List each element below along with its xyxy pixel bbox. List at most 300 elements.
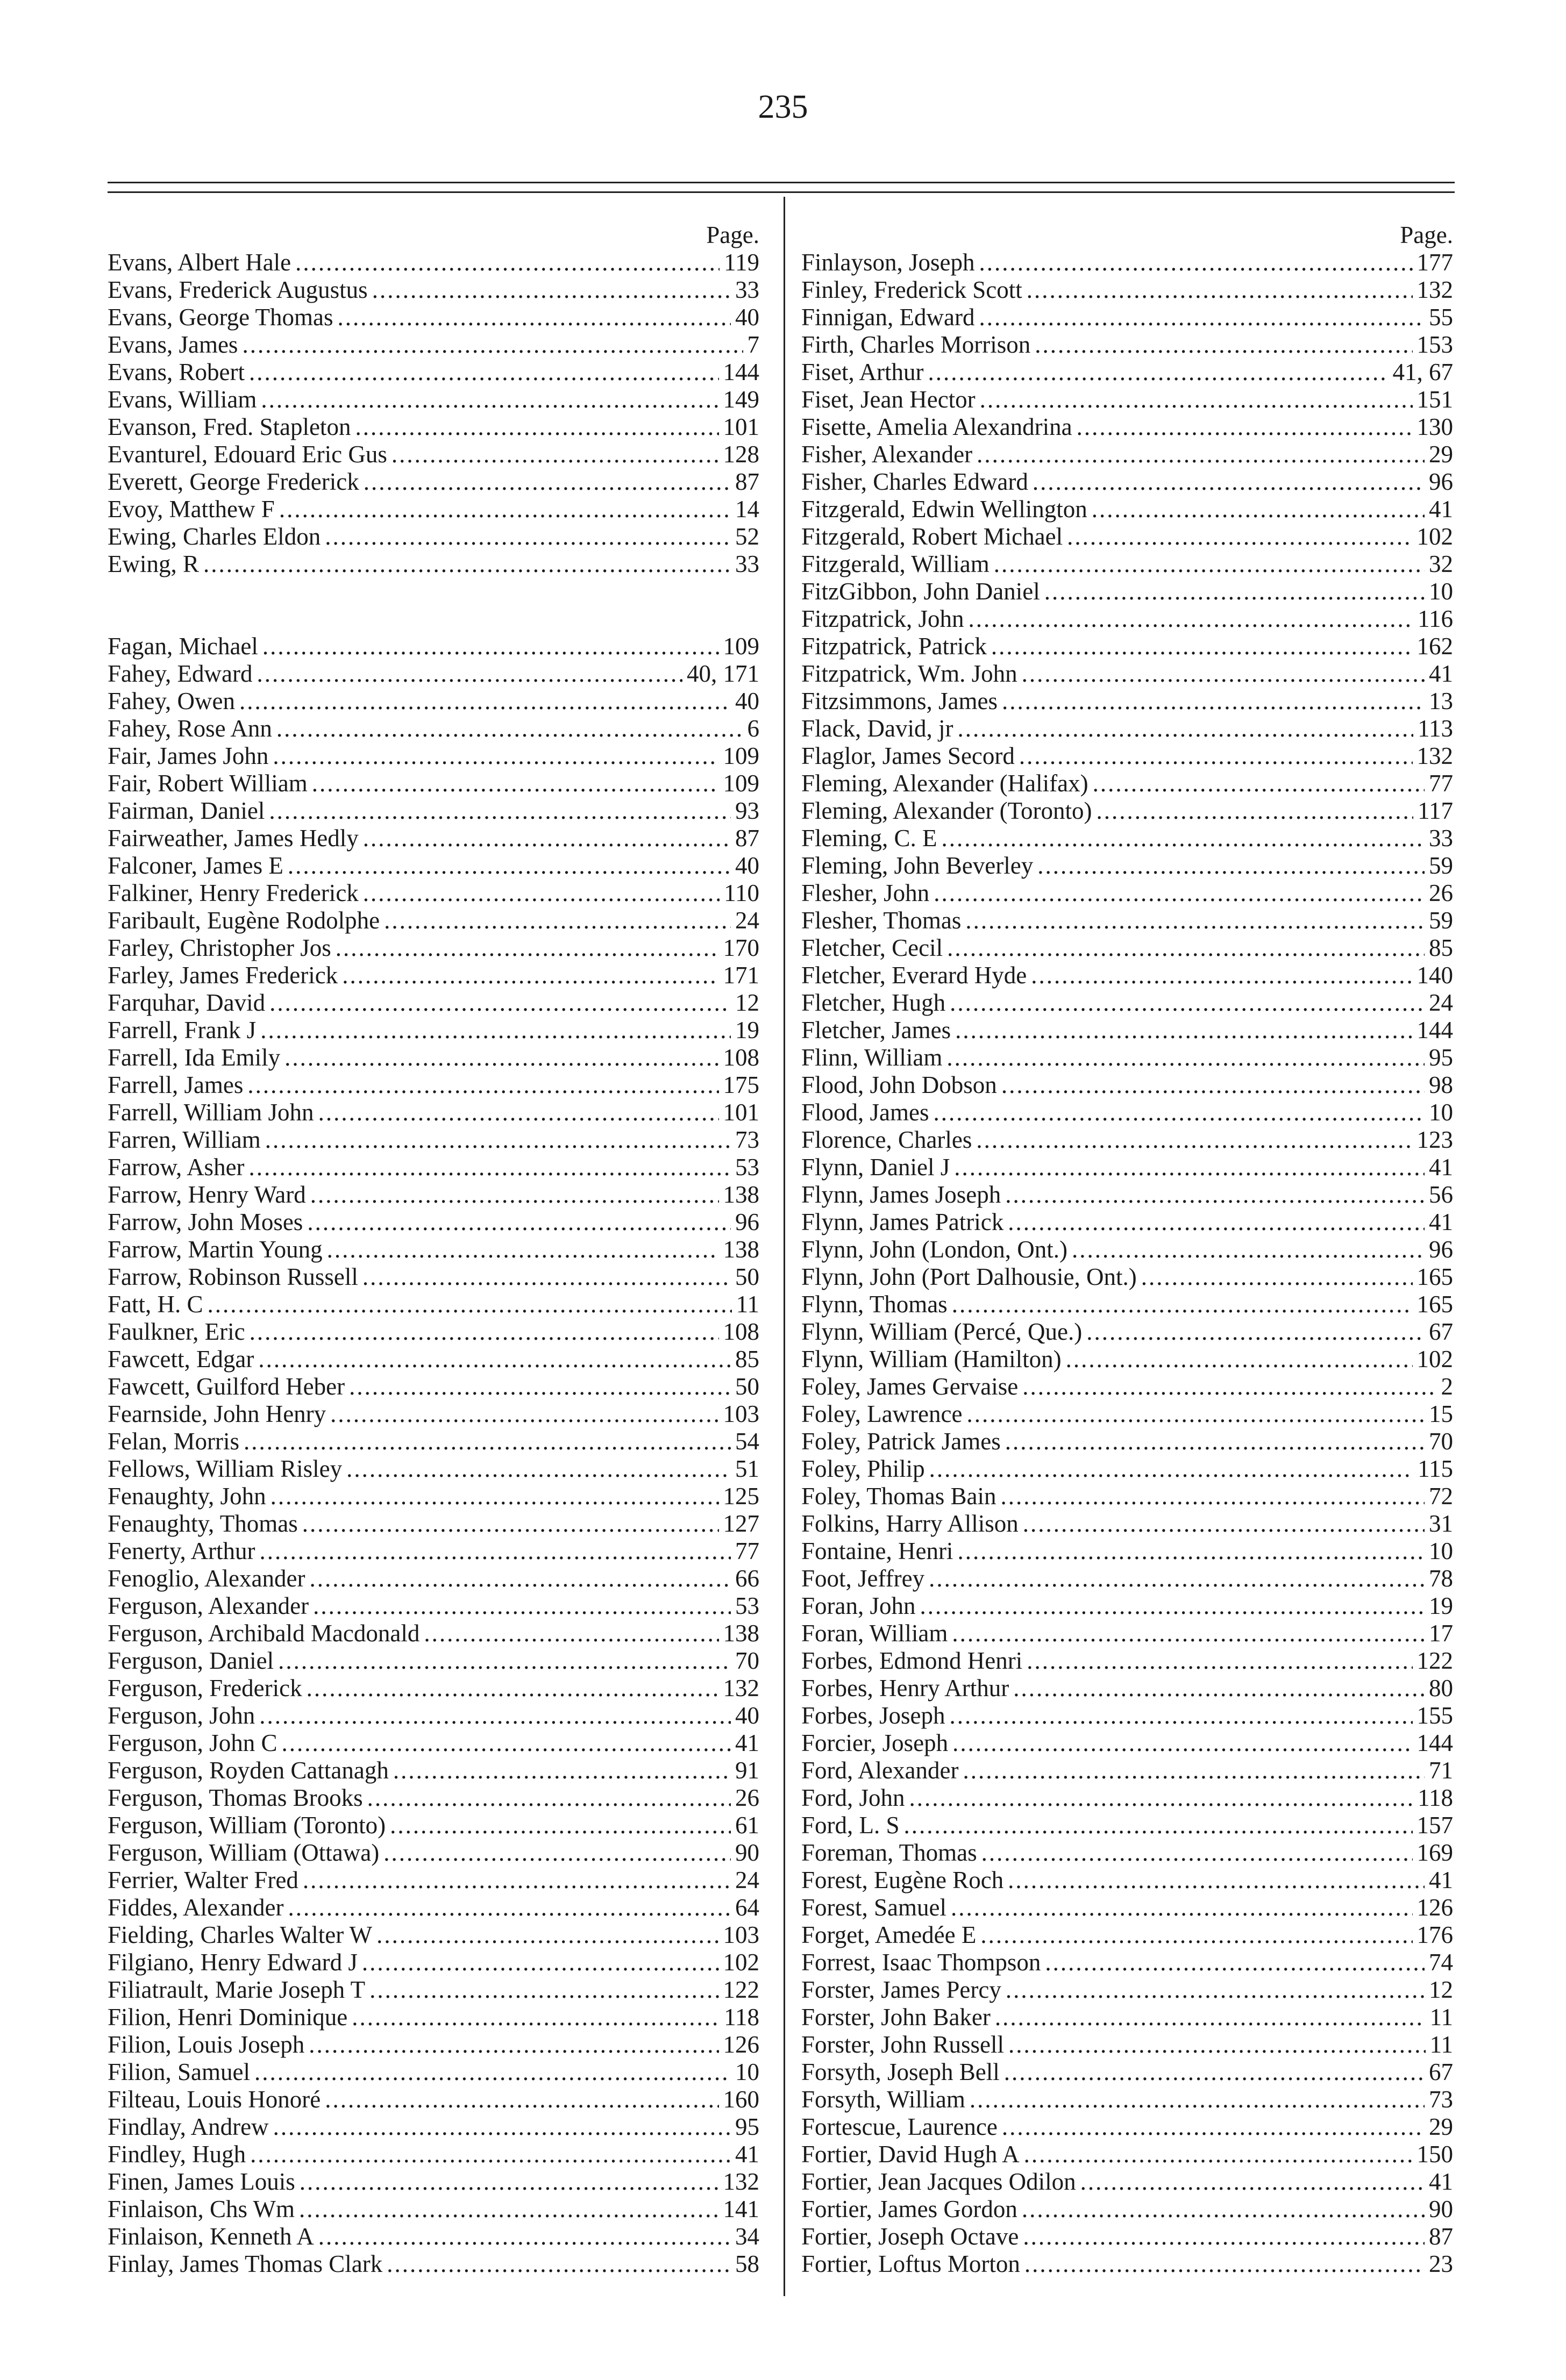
index-entry <box>801 1839 1453 1867</box>
entry-page: 122 <box>723 1976 759 2003</box>
entry-name: Fahey, Edward <box>108 660 253 687</box>
entry-name: Forbes, Joseph <box>801 1702 945 1729</box>
index-entry <box>108 386 759 413</box>
entry-page: 59 <box>1429 852 1453 879</box>
dot-leader <box>284 1044 718 1071</box>
entry-page: 34 <box>735 2223 759 2250</box>
index-entry <box>108 1044 759 1071</box>
index-entry <box>801 249 1453 276</box>
entry-name: Forest, Samuel <box>801 1894 946 1921</box>
entry-name: Fisher, Alexander <box>801 441 973 468</box>
entry-page: 15 <box>1429 1400 1453 1427</box>
entry-page: 24 <box>1429 989 1453 1016</box>
dot-leader <box>325 2086 718 2113</box>
entry-name: Fortier, Jean Jacques Odilon <box>801 2168 1076 2195</box>
index-entry <box>108 468 759 496</box>
index-entry <box>801 2168 1453 2196</box>
entry-page: 122 <box>1416 1647 1453 1674</box>
entry-name: Flynn, William (Percé, Que.) <box>801 1318 1083 1345</box>
entry-name: Flood, James <box>801 1099 929 1126</box>
index-entry <box>801 797 1453 825</box>
entry-name: Finen, James Louis <box>108 2168 295 2195</box>
dot-leader <box>977 441 1425 468</box>
index-entry <box>801 1428 1453 1455</box>
index-entry <box>801 962 1453 989</box>
entry-name: Evans, Albert Hale <box>108 249 291 276</box>
entry-name: Filion, Samuel <box>108 2059 251 2085</box>
entry-name: Foot, Jeffrey <box>801 1565 925 1592</box>
dot-leader <box>302 1510 719 1538</box>
entry-name: Fitzgerald, Robert Michael <box>801 523 1063 550</box>
entry-page: 127 <box>723 1510 759 1537</box>
index-entry <box>801 1510 1453 1538</box>
entry-page: 19 <box>1429 1592 1453 1619</box>
dot-leader <box>1024 2250 1425 2278</box>
entry-page: 41 <box>1429 1154 1453 1181</box>
entry-page: 56 <box>1429 1181 1453 1208</box>
entry-name: Farrell, William John <box>108 1099 314 1126</box>
dot-leader <box>1035 331 1412 359</box>
index-entry <box>108 413 759 441</box>
entry-name: Fitzgerald, William <box>801 551 990 577</box>
dot-leader <box>393 1757 731 1784</box>
dot-leader <box>247 1071 718 1099</box>
dot-leader <box>1027 276 1413 304</box>
entry-page: 108 <box>723 1318 759 1345</box>
index-entry <box>801 2086 1453 2113</box>
index-entry <box>108 2250 759 2278</box>
index-entry <box>801 1620 1453 1647</box>
entry-page: 132 <box>723 2168 759 2195</box>
entry-name: Fenerty, Arthur <box>108 1538 255 1564</box>
index-entry <box>108 1017 759 1044</box>
entry-page: 61 <box>735 1812 759 1839</box>
dot-leader <box>979 304 1425 331</box>
dot-leader <box>909 1784 1414 1812</box>
index-entry <box>108 2031 759 2059</box>
entry-name: FitzGibbon, John Daniel <box>801 578 1040 605</box>
entry-page: 32 <box>1429 551 1453 577</box>
dot-leader <box>309 1565 731 1592</box>
entry-name: Firth, Charles Morrison <box>801 331 1031 358</box>
index-entry <box>108 1894 759 1921</box>
dot-leader <box>249 359 719 386</box>
entry-name: Farrow, Martin Young <box>108 1236 323 1263</box>
index-entry <box>801 1647 1453 1675</box>
dot-leader <box>424 1620 718 1647</box>
index-entry <box>108 1867 759 1894</box>
index-entry <box>108 2223 759 2250</box>
entry-name: Foran, John <box>801 1592 916 1619</box>
entry-page: 95 <box>735 2113 759 2140</box>
dot-leader <box>955 1017 1412 1044</box>
entry-page: 96 <box>1429 468 1453 495</box>
index-entry <box>801 1921 1453 1949</box>
dot-leader <box>384 907 731 934</box>
entry-page: 155 <box>1416 1702 1453 1729</box>
entry-page: 118 <box>1418 1784 1453 1811</box>
entry-name: Ford, Alexander <box>801 1757 959 1784</box>
index-entry <box>801 1729 1453 1757</box>
index-entry <box>801 880 1453 907</box>
index-entry <box>108 1592 759 1620</box>
dot-leader <box>920 1592 1425 1620</box>
dot-leader <box>203 551 731 578</box>
dot-leader <box>1022 660 1425 688</box>
index-entry <box>108 331 759 359</box>
dot-leader <box>980 1921 1412 1949</box>
entry-name: Evans, James <box>108 331 238 358</box>
entry-name: Fearnside, John Henry <box>108 1400 326 1427</box>
entry-page: 149 <box>723 386 759 413</box>
dot-leader <box>1004 2059 1425 2086</box>
entry-page: 70 <box>1429 1428 1453 1455</box>
entry-page: 170 <box>723 934 759 961</box>
index-entry <box>801 989 1453 1017</box>
entry-name: Forster, James Percy <box>801 1976 1001 2003</box>
entry-page: 126 <box>723 2031 759 2058</box>
dot-leader <box>249 1154 731 1181</box>
entry-page: 102 <box>1416 523 1453 550</box>
dot-leader <box>276 715 743 742</box>
entry-name: Fiddes, Alexander <box>108 1894 284 1921</box>
entry-page: 118 <box>724 2004 759 2031</box>
index-entry <box>108 989 759 1017</box>
entry-name: Farrow, Asher <box>108 1154 245 1181</box>
entry-page: 117 <box>1418 797 1453 824</box>
entry-name: Fortier, David Hugh A <box>801 2141 1020 2168</box>
dot-leader <box>1080 2168 1425 2196</box>
dot-leader <box>942 825 1425 852</box>
entry-page: 67 <box>1429 2059 1453 2085</box>
entry-page: 85 <box>1429 934 1453 961</box>
entry-name: Foley, Lawrence <box>801 1400 963 1427</box>
dot-leader <box>265 1126 731 1154</box>
entry-page: 41 <box>1429 2168 1453 2195</box>
entry-name: Forster, John Baker <box>801 2004 991 2031</box>
dot-leader <box>980 386 1413 413</box>
entry-name: Fawcett, Edgar <box>108 1346 254 1373</box>
entry-page: 140 <box>1416 962 1453 989</box>
index-entry <box>801 742 1453 770</box>
entry-name: Farrell, Frank J <box>108 1017 257 1044</box>
index-entry <box>108 1839 759 1867</box>
dot-leader <box>261 386 718 413</box>
entry-name: Flinn, William <box>801 1044 943 1071</box>
entry-name: Filiatrault, Marie Joseph T <box>108 1976 366 2003</box>
dot-leader <box>383 1839 731 1867</box>
entry-page: 10 <box>1429 1099 1453 1126</box>
entry-page: 165 <box>1416 1263 1453 1290</box>
index-entry <box>108 742 759 770</box>
entry-page: 13 <box>1429 688 1453 714</box>
entry-page: 125 <box>723 1483 759 1510</box>
dot-leader <box>929 1455 1414 1483</box>
entry-name: Faulkner, Eric <box>108 1318 245 1345</box>
dot-leader <box>981 1839 1413 1867</box>
dot-leader <box>288 1894 731 1921</box>
entry-name: Fagan, Michael <box>108 633 258 660</box>
index-entry <box>801 1236 1453 1263</box>
index-entry <box>108 2086 759 2113</box>
entry-name: Ferguson, Royden Cattanagh <box>108 1757 389 1784</box>
entry-name: Flynn, James Patrick <box>801 1209 1004 1235</box>
entry-page: 102 <box>723 1949 759 1976</box>
index-entry <box>108 1428 759 1455</box>
dot-leader <box>318 2223 731 2250</box>
entry-name: Forget, Amedée E <box>801 1921 977 1948</box>
entry-page: 93 <box>735 797 759 824</box>
entry-page: 128 <box>723 441 759 468</box>
dot-leader <box>281 1729 731 1757</box>
index-entry <box>801 304 1453 331</box>
entry-page: 144 <box>723 359 759 385</box>
entry-name: Farrow, Robinson Russell <box>108 1263 358 1290</box>
column-divider <box>784 197 785 2296</box>
dot-leader <box>934 1099 1425 1126</box>
dot-leader <box>376 1921 718 1949</box>
dot-leader <box>208 1291 732 1318</box>
entry-name: Fairman, Daniel <box>108 797 265 824</box>
entry-page: 90 <box>1429 2196 1453 2222</box>
entry-page: 110 <box>724 880 759 906</box>
entry-page: 123 <box>1416 1126 1453 1153</box>
entry-page: 59 <box>1429 907 1453 934</box>
dot-leader <box>1023 2223 1425 2250</box>
entry-name: Fleming, John Beverley <box>801 852 1034 879</box>
entry-name: Flynn, John (Port Dalhousie, Ont.) <box>801 1263 1137 1290</box>
entry-name: Everett, George Frederick <box>108 468 359 495</box>
index-entry <box>801 1373 1453 1400</box>
dot-leader <box>269 989 731 1017</box>
index-entry <box>108 1291 759 1318</box>
entry-name: Evanturel, Edouard Eric Gus <box>108 441 387 468</box>
entry-page: 165 <box>1416 1291 1453 1318</box>
entry-name: Fellows, William Risley <box>108 1455 343 1482</box>
index-entry <box>108 1181 759 1209</box>
entry-page: 64 <box>735 1894 759 1921</box>
index-entry <box>801 907 1453 934</box>
entry-page: 175 <box>723 1071 759 1098</box>
dot-leader <box>330 1400 718 1428</box>
index-entry <box>108 276 759 304</box>
index-entry <box>108 1236 759 1263</box>
dot-leader <box>950 1702 1413 1729</box>
entry-name: Fitzpatrick, Wm. John <box>801 660 1017 687</box>
dot-leader <box>279 496 731 523</box>
entry-name: Foley, Philip <box>801 1455 925 1482</box>
entry-page: 102 <box>1416 1346 1453 1373</box>
index-entry <box>801 1209 1453 1236</box>
entry-name: Farrow, John Moses <box>108 1209 303 1235</box>
dot-leader <box>1005 1428 1425 1455</box>
dot-leader <box>369 1976 718 2004</box>
entry-page: 41, 67 <box>1392 359 1453 385</box>
entry-name: Fenoglio, Alexander <box>108 1565 305 1592</box>
entry-page: 91 <box>735 1757 759 1784</box>
entry-name: Flack, David, jr <box>801 715 953 742</box>
entry-name: Fitzpatrick, Patrick <box>801 633 987 660</box>
dot-leader <box>976 1126 1412 1154</box>
entry-name: Fletcher, Everard Hyde <box>801 962 1027 989</box>
dot-leader <box>260 1538 731 1565</box>
page-number: 235 <box>758 89 808 125</box>
dot-leader <box>250 1318 719 1346</box>
dot-leader <box>946 1044 1425 1071</box>
dot-leader <box>269 797 731 825</box>
index-entry <box>108 1209 759 1236</box>
entry-page: 144 <box>1416 1729 1453 1756</box>
index-entry <box>801 1894 1453 1921</box>
entry-page: 73 <box>1429 2086 1453 2113</box>
entry-page: 109 <box>723 770 759 797</box>
dot-leader <box>364 468 731 496</box>
entry-name: Fortier, Loftus Morton <box>801 2250 1020 2277</box>
entry-name: Fortescue, Laurence <box>801 2113 998 2140</box>
entry-page: 116 <box>1418 605 1453 632</box>
entry-page: 96 <box>1429 1236 1453 1263</box>
entry-name: Finlaison, Kenneth A <box>108 2223 314 2250</box>
entry-name: Flaglor, James Secord <box>801 742 1015 769</box>
entry-name: Fitzgerald, Edwin Wellington <box>801 496 1087 523</box>
entry-name: Fletcher, Hugh <box>801 989 946 1016</box>
entry-name: Evans, Robert <box>108 359 245 385</box>
entry-name: Ferguson, William (Toronto) <box>108 1812 386 1839</box>
dot-leader <box>991 633 1413 660</box>
entry-name: Finnigan, Edward <box>801 304 975 331</box>
index-entry <box>801 688 1453 715</box>
index-entry <box>108 1921 759 1949</box>
dot-leader <box>979 249 1413 276</box>
entry-page: 108 <box>723 1044 759 1071</box>
index-entry <box>801 1538 1453 1565</box>
index-entry <box>801 1346 1453 1373</box>
entry-page: 40, 171 <box>687 660 759 687</box>
entry-page: 77 <box>1429 770 1453 797</box>
entry-page: 50 <box>735 1263 759 1290</box>
index-entry <box>801 2004 1453 2031</box>
entry-page: 101 <box>723 1099 759 1126</box>
entry-name: Farrell, Ida Emily <box>108 1044 281 1071</box>
page-column-header: Page. <box>1400 221 1453 248</box>
entry-page: 6 <box>747 715 759 742</box>
index-entry <box>801 2059 1453 2086</box>
entry-page: 24 <box>735 1867 759 1893</box>
index-entry <box>801 633 1453 660</box>
entry-page: 74 <box>1429 1949 1453 1976</box>
index-entry <box>108 1976 759 2004</box>
entry-name: Filteau, Louis Honoré <box>108 2086 321 2113</box>
entry-page: 87 <box>1429 2223 1453 2250</box>
dot-leader <box>313 1592 731 1620</box>
dot-leader <box>310 1181 719 1209</box>
dot-leader <box>1141 1263 1413 1291</box>
index-entry <box>108 1647 759 1675</box>
entry-page: 24 <box>735 907 759 934</box>
index-entry <box>801 468 1453 496</box>
entry-page: 33 <box>735 551 759 577</box>
dot-leader <box>1072 1236 1425 1263</box>
entry-page: 153 <box>1416 331 1453 358</box>
index-entry <box>108 2004 759 2031</box>
dot-leader <box>273 2113 731 2141</box>
entry-page: 11 <box>1429 2004 1453 2031</box>
entry-page: 126 <box>1416 1894 1453 1921</box>
entry-page: 58 <box>735 2250 759 2277</box>
entry-page: 19 <box>735 1017 759 1044</box>
index-entry <box>801 1099 1453 1126</box>
index-entry <box>801 1949 1453 1976</box>
entry-page: 41 <box>1429 1209 1453 1235</box>
dot-leader <box>970 2086 1425 2113</box>
entry-page: 41 <box>1429 1867 1453 1893</box>
dot-leader <box>362 1263 731 1291</box>
dot-leader <box>1013 1675 1425 1702</box>
entry-page: 151 <box>1416 386 1453 413</box>
entry-name: Fletcher, James <box>801 1017 951 1044</box>
entry-name: Ferguson, Alexander <box>108 1592 309 1619</box>
entry-page: 40 <box>735 852 759 879</box>
dot-leader <box>954 1154 1425 1181</box>
dot-leader <box>262 633 719 660</box>
index-entry <box>108 797 759 825</box>
entry-page: 113 <box>1418 715 1453 742</box>
entry-page: 90 <box>735 1839 759 1866</box>
index-entry <box>801 1675 1453 1702</box>
index-entry <box>801 2141 1453 2168</box>
entry-name: Farrow, Henry Ward <box>108 1181 306 1208</box>
entry-name: Finlayson, Joseph <box>801 249 975 276</box>
entry-page: 138 <box>723 1620 759 1647</box>
dot-leader <box>1008 1209 1425 1236</box>
index-entry <box>801 1154 1453 1181</box>
index-entry <box>801 386 1453 413</box>
dot-leader <box>239 688 731 715</box>
entry-page: 40 <box>735 688 759 714</box>
entry-name: Fortier, James Gordon <box>801 2196 1017 2222</box>
entry-page: 31 <box>1429 1510 1453 1537</box>
entry-name: Flynn, Thomas <box>801 1291 948 1318</box>
entry-name: Evoy, Matthew F <box>108 496 275 523</box>
dot-leader <box>1033 468 1425 496</box>
entry-page: 11 <box>736 1291 759 1318</box>
index-entry <box>801 1044 1453 1071</box>
entry-name: Florence, Charles <box>801 1126 972 1153</box>
index-entry <box>108 825 759 852</box>
index-entry <box>108 249 759 276</box>
dot-leader <box>1096 797 1413 825</box>
entry-page: 53 <box>735 1154 759 1181</box>
index-entry <box>801 605 1453 633</box>
dot-leader <box>947 934 1425 962</box>
dot-leader <box>1045 1949 1425 1976</box>
index-entry <box>801 1702 1453 1729</box>
index-entry <box>801 1784 1453 1812</box>
dot-leader <box>355 413 718 441</box>
entry-name: Findlay, Andrew <box>108 2113 269 2140</box>
index-entry <box>108 770 759 797</box>
index-entry <box>801 2196 1453 2223</box>
entry-page: 53 <box>735 1592 759 1619</box>
entry-page: 23 <box>1429 2250 1453 2277</box>
dot-leader <box>367 1784 731 1812</box>
dot-leader <box>1027 1647 1412 1675</box>
entry-name: Falconer, James E <box>108 852 283 879</box>
entry-name: Ferguson, Daniel <box>108 1647 274 1674</box>
index-entry <box>801 1867 1453 1894</box>
index-entry <box>801 1181 1453 1209</box>
entry-page: 130 <box>1416 413 1453 440</box>
